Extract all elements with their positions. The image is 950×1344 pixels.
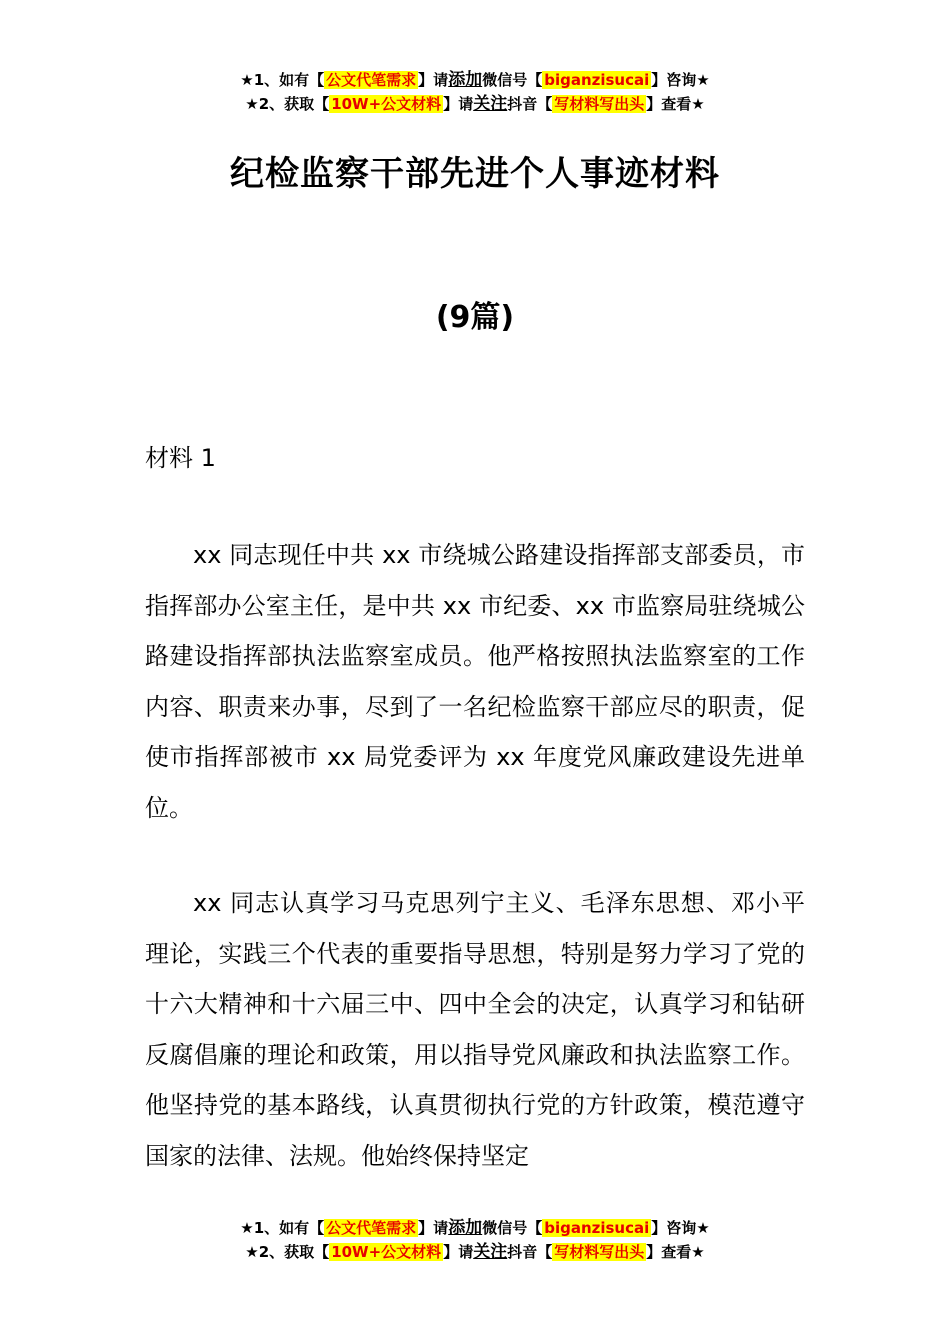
banner-emphasis: 添加	[448, 70, 483, 90]
banner-line-1	[0, 68, 950, 92]
banner-text: 】请	[443, 1243, 474, 1261]
banner-text: 】咨询★	[651, 1219, 710, 1237]
banner-text: 微信号【	[482, 1219, 543, 1237]
paragraph-1: xx 同志现任中共 xx 市绕城公路建设指挥部支部委员，市指挥部办公室主任，是中共 xx 市纪委、xx 市监察局驻绕城公路建设指挥部执法监察室成员。他严格按照执法监察室的工作内容、职责来办事，尽到了一名纪检监察干部应尽的职责，促使市指挥部被市 xx 局党委评为 xx 年度党风廉政建设先进单位。	[145, 541, 805, 822]
highlight-douyin-account: 写材料写出头	[554, 1243, 645, 1261]
banner-text: 】请	[418, 1219, 449, 1237]
banner-text: ★2、获取【	[245, 1243, 330, 1261]
banner-emphasis: 添加	[448, 1218, 483, 1238]
paragraph-2: xx 同志认真学习马克思列宁主义、毛泽东思想、邓小平理论，实践三个代表的重要指导思想，特别是努力学习了党的十六大精神和十六届三中、四中全会的决定，认真学习和钻研反腐倡廉的理论和政策，用以指导党风廉政和执法监察工作。他坚持党的基本路线，认真贯彻执行党的方针政策，模范遵守国家的法律、法规。他始终保持坚定	[145, 889, 805, 1170]
banner-emphasis: 关注	[473, 94, 508, 114]
highlight-wechat-id: biganzisucai	[544, 71, 650, 89]
highlight-materials: 10W+公文材料	[331, 95, 442, 113]
document-subtitle: (9篇)	[435, 300, 515, 335]
banner-text: 抖音【	[507, 1243, 553, 1261]
banner-text: ★1、如有【	[240, 71, 325, 89]
highlight-materials: 10W+公文材料	[331, 1243, 442, 1261]
banner-text: 】查看★	[646, 1243, 705, 1261]
banner-text: 】查看★	[646, 95, 705, 113]
highlight-wechat-id: biganzisucai	[544, 1219, 650, 1237]
top-banner	[0, 68, 950, 116]
banner-emphasis: 关注	[473, 1242, 508, 1262]
bottom-banner	[0, 1216, 950, 1264]
banner-line-2	[0, 1240, 950, 1264]
highlight-douyin-account: 写材料写出头	[554, 95, 645, 113]
banner-text: ★1、如有【	[240, 1219, 325, 1237]
banner-text: 抖音【	[507, 95, 553, 113]
banner-text: 微信号【	[482, 71, 543, 89]
banner-text: 】请	[443, 95, 474, 113]
banner-line-2	[0, 92, 950, 116]
banner-text: 】咨询★	[651, 71, 710, 89]
highlight-service: 公文代笔需求	[326, 71, 417, 89]
banner-text: 】请	[418, 71, 449, 89]
banner-text: ★2、获取【	[245, 95, 330, 113]
banner-line-1	[0, 1216, 950, 1240]
highlight-service: 公文代笔需求	[326, 1219, 417, 1237]
document-title: 纪检监察干部先进个人事迹材料	[230, 154, 720, 194]
section-label: 材料 1	[145, 444, 216, 472]
